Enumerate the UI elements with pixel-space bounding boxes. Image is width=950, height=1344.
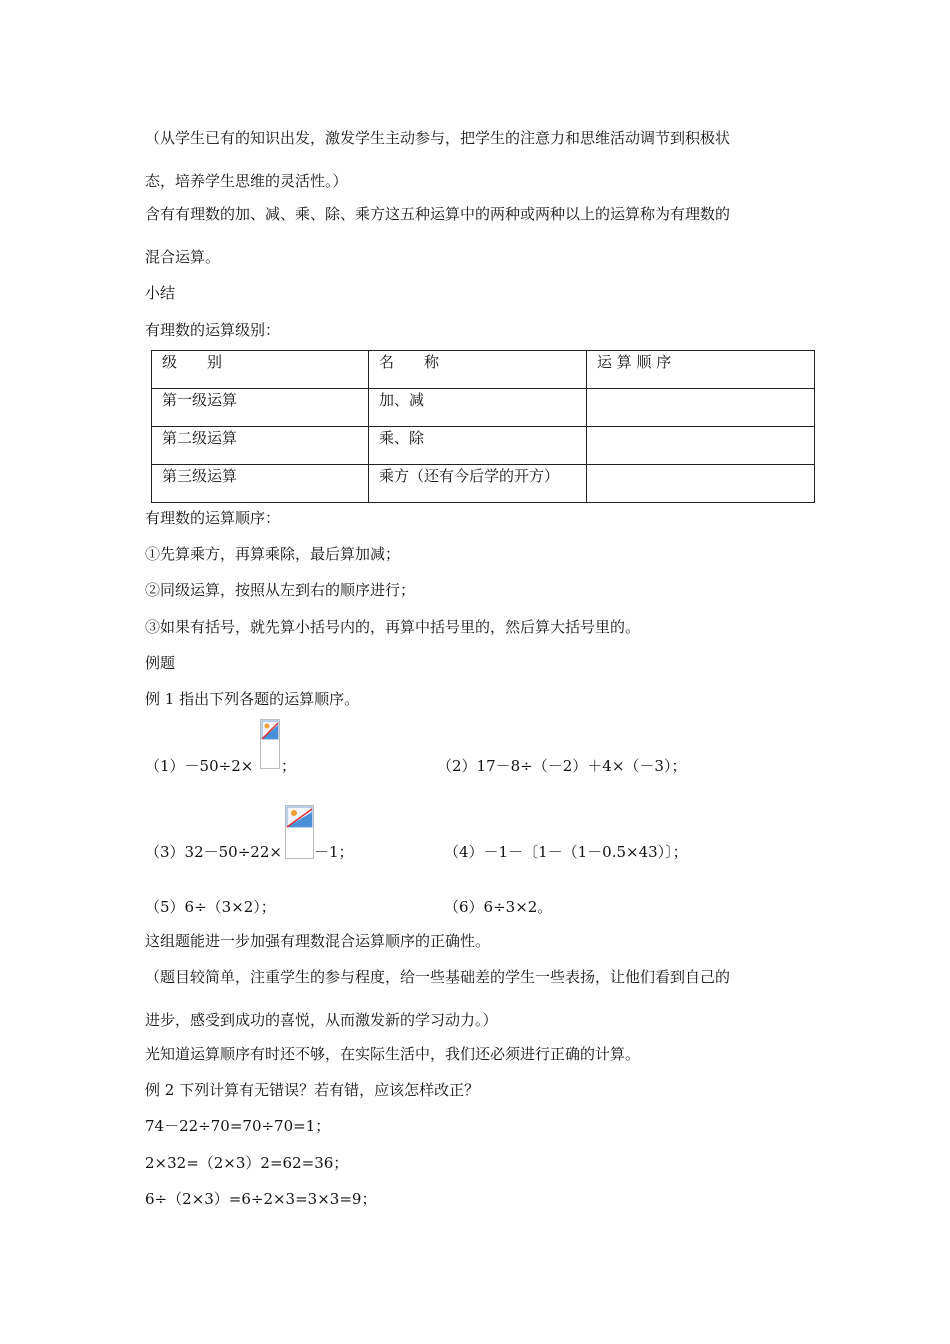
comment-line: 这组题能进一步加强有理数混合运算顺序的正确性。 xyxy=(145,932,491,950)
operation-levels-table xyxy=(151,350,815,503)
broken-image-icon xyxy=(260,719,280,769)
table-cell xyxy=(587,389,815,427)
levels-title: 有理数的运算级别： xyxy=(145,321,281,339)
order-rule-1: ①先算乘方，再算乘除，最后算加减； xyxy=(145,545,401,563)
example-1-item-4: （4）－1－〔1－（1－0.5×43）〕； xyxy=(444,843,688,861)
broken-image-icon xyxy=(285,805,314,859)
transition-line: 光知道运算顺序有时还不够，在实际生活中，我们还必须进行正确的计算。 xyxy=(145,1045,641,1063)
table-cell xyxy=(587,465,815,503)
table-cell: 乘、除 xyxy=(369,427,587,465)
table-header-row xyxy=(152,351,815,389)
example-1-item-1-suffix: ； xyxy=(281,757,297,775)
table-row xyxy=(152,389,815,427)
table-cell: 乘方（还有今后学的开方） xyxy=(369,465,587,503)
example-2-item-3: 6÷（2×3）=6÷2×3=3×3=9； xyxy=(145,1190,377,1208)
table-header-name: 名 称 xyxy=(369,351,587,389)
example-2-item-2: 2×32=（2×3）2=62=36； xyxy=(145,1154,349,1172)
example-2-item-1: 74－22÷70=70÷70=1； xyxy=(145,1117,331,1135)
order-rule-2: ②同级运算，按照从左到右的顺序进行； xyxy=(145,581,416,599)
intro-note-line-2: 态，培养学生思维的灵活性。） xyxy=(145,172,348,190)
table-cell: 第三级运算 xyxy=(152,465,369,503)
intro-note-line-1: （从学生已有的知识出发，激发学生主动参与，把学生的注意力和思维活动调节到积极状 xyxy=(145,129,731,147)
summary-heading: 小结 xyxy=(145,284,176,302)
order-rule-3: ③如果有括号，就先算小括号内的，再算中括号里的，然后算大括号里的。 xyxy=(145,618,641,636)
example-1-item-3-prefix: （3）32－50÷22× xyxy=(145,843,282,861)
definition-line-2: 混合运算。 xyxy=(145,248,221,266)
table-row xyxy=(152,465,815,503)
example-1-item-5: （5）6÷（3×2）； xyxy=(145,898,276,916)
example-1-item-2: （2）17－8÷（－2）＋4×（－3）； xyxy=(437,757,687,775)
examples-heading: 例题 xyxy=(145,654,176,672)
definition-line-1: 含有有理数的加、减、乘、除、乘方这五种运算中的两种或两种以上的运算称为有理数的 xyxy=(145,205,731,223)
table-header-level: 级 别 xyxy=(152,351,369,389)
table-header-order: 运 算 顺 序 xyxy=(587,351,815,389)
order-title: 有理数的运算顺序： xyxy=(145,509,281,527)
table-cell xyxy=(587,427,815,465)
example-1-item-3-suffix: －1； xyxy=(314,843,354,861)
table-cell: 第一级运算 xyxy=(152,389,369,427)
teaching-note-line-2: 进步，感受到成功的喜悦，从而激发新的学习动力。） xyxy=(145,1011,498,1029)
table-cell: 第二级运算 xyxy=(152,427,369,465)
table-row xyxy=(152,427,815,465)
example-1-item-6: （6）6÷3×2。 xyxy=(444,898,553,916)
table-cell: 加、减 xyxy=(369,389,587,427)
example-1-title: 例 1 指出下列各题的运算顺序。 xyxy=(145,690,360,708)
example-1-item-1-prefix: （1）－50÷2× xyxy=(145,757,254,775)
example-2-title: 例 2 下列计算有无错误？若有错，应该怎样改正？ xyxy=(145,1081,480,1099)
teaching-note-line-1: （题目较简单，注重学生的参与程度，给一些基础差的学生一些表扬，让他们看到自己的 xyxy=(145,968,731,986)
